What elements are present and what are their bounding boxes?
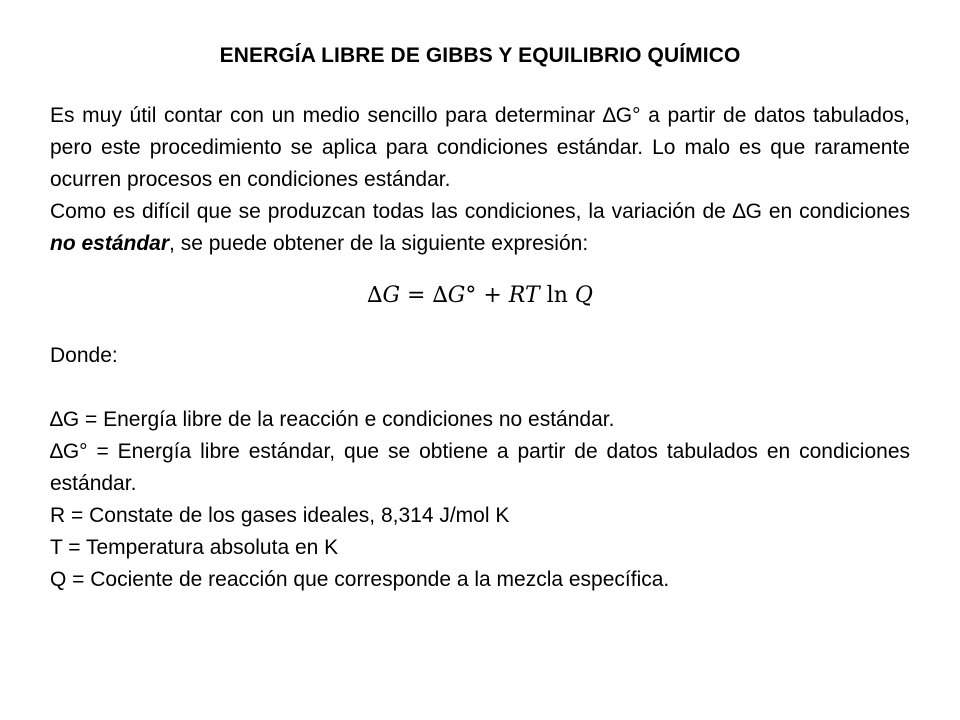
definition-q: Q = Cociente de reacción que corresponde a la mezcla específica. xyxy=(50,568,670,591)
intro-p2-text-after: , se puede obtener de la siguiente expresión: xyxy=(169,232,589,255)
formula-lhs: ∆G xyxy=(367,283,401,308)
formula-term-q: Q xyxy=(567,283,593,308)
definition-delta-g: ∆G = Energía libre de la reacción e condiciones no estándar. xyxy=(50,408,615,431)
spacer xyxy=(50,372,910,404)
intro-paragraph-1: Es muy útil contar con un medio sencillo para determinar ∆G° a partir de datos tabulados, pero este procedimiento se aplica para condiciones estándar. Lo malo es que raramente ocurren procesos en condiciones estándar. xyxy=(50,104,910,191)
definitions-list xyxy=(50,404,910,596)
gibbs-equation xyxy=(50,280,910,312)
formula-plus: + xyxy=(476,283,509,308)
definition-delta-g-standard: ∆G° = Energía libre estándar, que se obtiene a partir de datos tabulados en condiciones estándar. xyxy=(50,440,910,495)
definition-t: T = Temperatura absoluta en K xyxy=(50,536,339,559)
slide-title: ENERGÍA LIBRE DE GIBBS Y EQUILIBRIO QUÍMICO xyxy=(219,44,741,67)
slide-body xyxy=(50,100,910,596)
formula-term-rt: RT xyxy=(508,283,547,308)
formula-ln: ln xyxy=(546,283,568,308)
formula-term-standard: ∆G° xyxy=(432,283,477,308)
intro-p2-emphasis: no estándar xyxy=(50,232,170,255)
formula-equals: = xyxy=(400,283,433,308)
intro-p2-text-before: Como es difícil que se produzcan todas las condiciones, la variación de ∆G en condiciones xyxy=(50,200,910,223)
donde-label: Donde: xyxy=(50,344,118,367)
intro-paragraph-2 xyxy=(50,196,910,260)
definition-r: R = Constate de los gases ideales, 8,314 J/mol K xyxy=(50,504,510,527)
